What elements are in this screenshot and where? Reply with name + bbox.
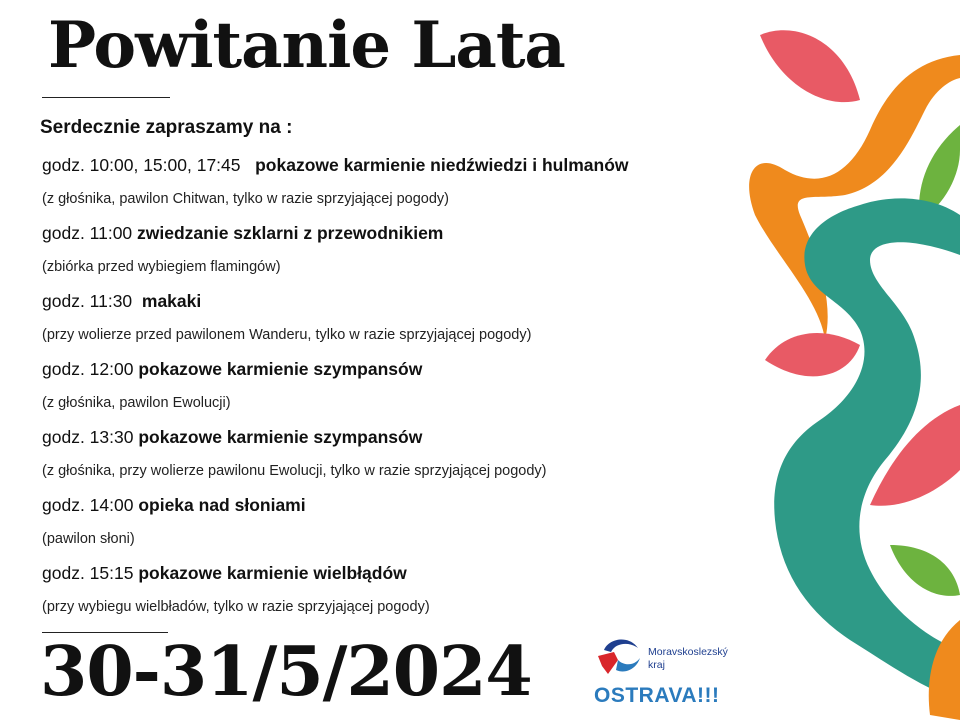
coral-leaf-top	[760, 30, 860, 102]
coral-leaf-middle	[765, 333, 860, 376]
event-note: (przy wybiegu wielbładów, tylko w razie sprzyjającej pogody)	[42, 599, 430, 615]
event-title: opieka nad słoniami	[138, 495, 306, 515]
event-title: pokazowe karmienie szympansów	[138, 359, 423, 379]
event-time: godz. 15:15	[42, 563, 139, 583]
event-item	[42, 492, 742, 560]
region-name-suffix: kraj	[648, 659, 665, 671]
event-title: makaki	[141, 291, 202, 311]
event-time: godz. 11:00	[42, 223, 138, 243]
event-item	[42, 560, 742, 628]
event-item	[42, 356, 742, 424]
event-note: (przy wolierze przed pawilonem Wanderu, tylko w razie sprzyjającej pogody)	[42, 327, 532, 343]
city-wordmark: OSTRAVA!!!	[594, 684, 720, 707]
event-item	[42, 424, 742, 492]
green-leaf-bottom	[890, 545, 960, 596]
event-note: (z głośnika, pawilon Chitwan, tylko w razie sprzyjającej pogody)	[42, 191, 449, 207]
event-item	[42, 220, 742, 288]
orange-leaf-bottom	[929, 620, 960, 720]
event-list	[42, 152, 742, 628]
event-note: (z głośnika, przy wolierze pawilonu Ewolucji, tylko w razie sprzyjającej pogody)	[42, 463, 547, 479]
event-time: godz. 10:00, 15:00, 17:45	[42, 155, 256, 175]
event-title: pokazowe karmienie szympansów	[138, 427, 423, 447]
event-title: pokazowe karmienie niedźwiedzi i hulmanów	[255, 155, 629, 175]
event-item	[42, 152, 742, 220]
region-name: Moravskoslezský	[648, 646, 728, 658]
event-time: godz. 11:30	[42, 291, 142, 311]
event-time: godz. 14:00	[42, 495, 139, 515]
event-time: godz. 13:30	[42, 427, 139, 447]
event-note: (z głośnika, pawilon Ewolucji)	[42, 395, 231, 411]
event-note: (pawilon słoni)	[42, 531, 135, 547]
event-date: 30-31/5/2024	[40, 632, 532, 712]
title-underline	[42, 97, 170, 98]
event-title: pokazowe karmienie wielbłądów	[138, 563, 407, 583]
page-title: Powitanie Lata	[48, 8, 565, 83]
region-emblem-icon	[594, 630, 644, 678]
decorative-leaf-shapes	[740, 0, 960, 720]
event-time: godz. 12:00	[42, 359, 139, 379]
event-title: zwiedzanie szklarni z przewodnikiem	[137, 223, 444, 243]
sponsor-logo	[594, 628, 774, 712]
event-item	[42, 288, 742, 356]
invitation-heading: Serdecznie zapraszamy na :	[40, 117, 293, 138]
event-note: (zbiórka przed wybiegiem flamingów)	[42, 259, 281, 275]
